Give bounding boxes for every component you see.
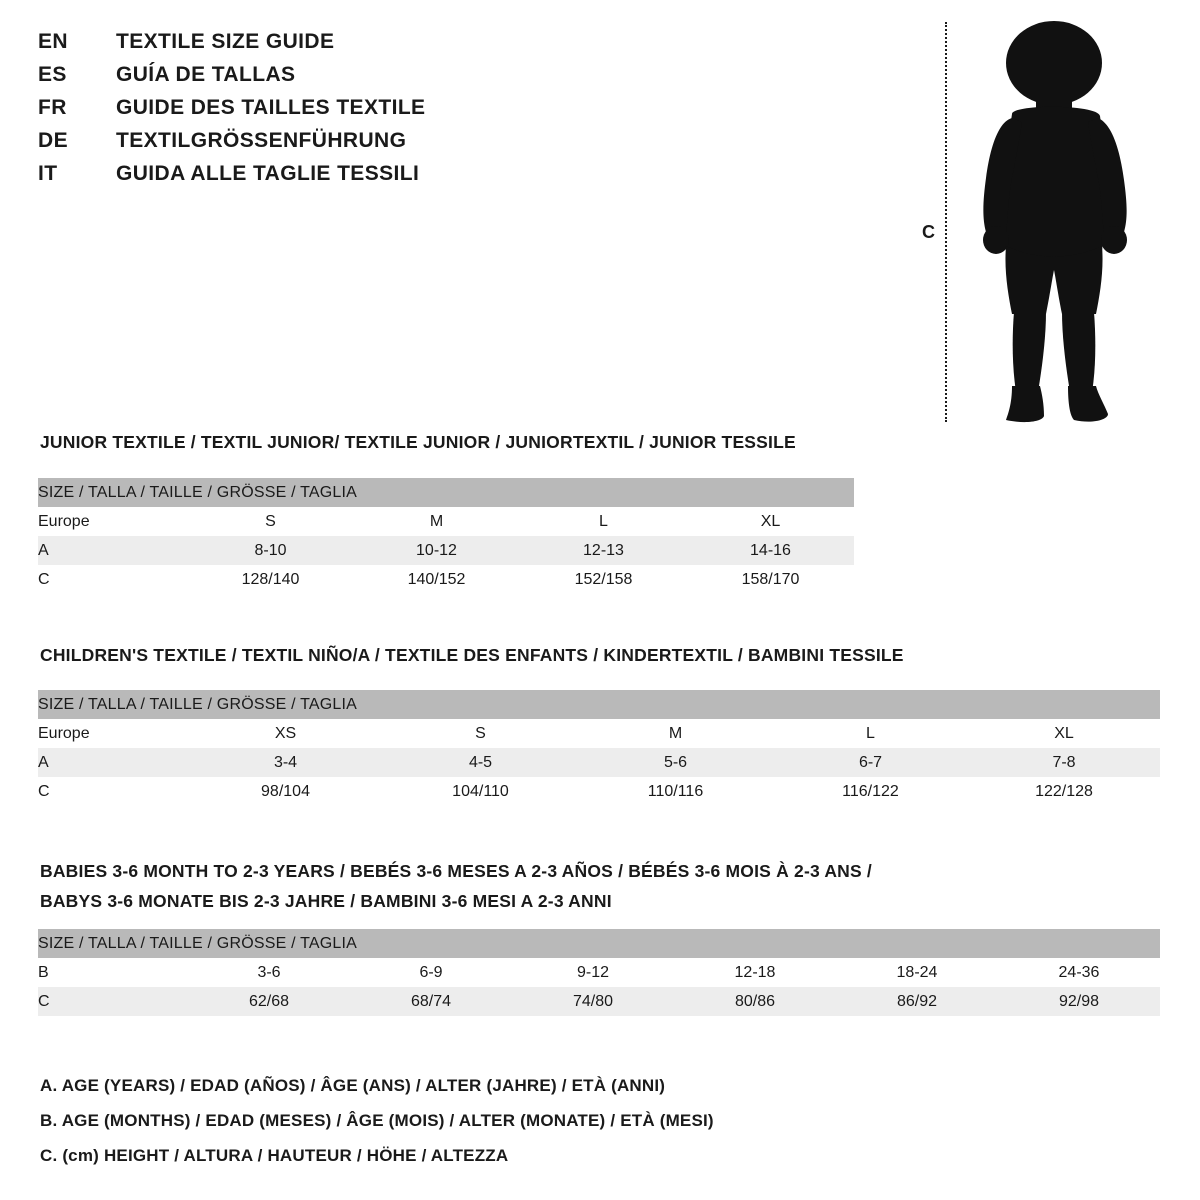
legend-block xyxy=(40,1068,1140,1173)
cell-value: 14-16 xyxy=(687,536,854,565)
table-row xyxy=(38,987,1160,1016)
cell-value: 140/152 xyxy=(353,565,520,594)
legend-line-c: C. (cm) HEIGHT / ALTURA / HAUTEUR / HÖHE / ALTEZZA xyxy=(40,1146,509,1165)
language-code: IT xyxy=(38,162,58,185)
table-row xyxy=(38,748,1160,777)
height-measure-label: C xyxy=(922,222,935,242)
cell-value: 6-7 xyxy=(773,748,968,777)
babies-header-label: SIZE / TALLA / TAILLE / GRÖSSE / TAGLIA xyxy=(38,929,1160,958)
row-label: A xyxy=(38,748,188,777)
language-code: DE xyxy=(38,129,68,152)
row-label: C xyxy=(38,987,188,1016)
cell-value: 3-6 xyxy=(188,958,350,987)
language-row-it xyxy=(38,162,598,195)
cell-value: 4-5 xyxy=(383,748,578,777)
cell-value: 10-12 xyxy=(353,536,520,565)
table-header-bar xyxy=(38,478,854,507)
cell-value: 18-24 xyxy=(836,958,998,987)
language-title: TEXTILGRÖSSENFÜHRUNG xyxy=(116,129,407,152)
section-title-babies-line2: BABYS 3-6 MONATE BIS 2-3 JAHRE / BAMBINI 3-6 MESI A 2-3 ANNI xyxy=(40,891,612,911)
table-row xyxy=(38,507,854,536)
cell-value: 104/110 xyxy=(383,777,578,806)
section-title-junior: JUNIOR TEXTILE / TEXTIL JUNIOR/ TEXTILE JUNIOR / JUNIORTEXTIL / JUNIOR TESSILE xyxy=(40,432,796,452)
cell-value: XL xyxy=(968,719,1160,748)
cell-value: XL xyxy=(687,507,854,536)
table-header-bar xyxy=(38,690,1160,719)
section-title-babies-line1: BABIES 3-6 MONTH TO 2-3 YEARS / BEBÉS 3-6 MESES A 2-3 AÑOS / BÉBÉS 3-6 MOIS À 2-3 ANS / xyxy=(40,861,872,881)
junior-header-label: SIZE / TALLA / TAILLE / GRÖSSE / TAGLIA xyxy=(38,478,854,507)
cell-value: 3-4 xyxy=(188,748,383,777)
cell-value: 98/104 xyxy=(188,777,383,806)
cell-value: 12-13 xyxy=(520,536,687,565)
cell-value: 122/128 xyxy=(968,777,1160,806)
language-row-de xyxy=(38,129,598,162)
cell-value: XS xyxy=(188,719,383,748)
table-row xyxy=(38,565,854,594)
cell-value: 6-9 xyxy=(350,958,512,987)
cell-value: 92/98 xyxy=(998,987,1160,1016)
height-figure xyxy=(900,10,1160,430)
cell-value: 116/122 xyxy=(773,777,968,806)
cell-value: 152/158 xyxy=(520,565,687,594)
cell-value: 110/116 xyxy=(578,777,773,806)
cell-value: 62/68 xyxy=(188,987,350,1016)
cell-value: L xyxy=(773,719,968,748)
language-title-block xyxy=(38,30,598,195)
row-label: Europe xyxy=(38,507,188,536)
children-size-table xyxy=(38,690,1160,806)
babies-size-table xyxy=(38,929,1160,1016)
cell-value: S xyxy=(188,507,353,536)
cell-value: 80/86 xyxy=(674,987,836,1016)
table-row xyxy=(38,536,854,565)
language-title: TEXTILE SIZE GUIDE xyxy=(116,30,335,53)
row-label: B xyxy=(38,958,188,987)
language-row-en xyxy=(38,30,598,63)
cell-value: 12-18 xyxy=(674,958,836,987)
cell-value: S xyxy=(383,719,578,748)
row-label: C xyxy=(38,777,188,806)
cell-value: 158/170 xyxy=(687,565,854,594)
table-header-bar xyxy=(38,929,1160,958)
cell-value: 7-8 xyxy=(968,748,1160,777)
table-row xyxy=(38,958,1160,987)
language-title: GUÍA DE TALLAS xyxy=(116,63,296,86)
height-measure-line xyxy=(945,22,947,422)
language-title: GUIDA ALLE TAGLIE TESSILI xyxy=(116,162,420,185)
language-row-es xyxy=(38,63,598,96)
children-header-label: SIZE / TALLA / TAILLE / GRÖSSE / TAGLIA xyxy=(38,690,1160,719)
table-row xyxy=(38,719,1160,748)
cell-value: M xyxy=(578,719,773,748)
section-title-babies xyxy=(40,856,1040,916)
language-code: EN xyxy=(38,30,68,53)
cell-value: 68/74 xyxy=(350,987,512,1016)
legend-line-b: B. AGE (MONTHS) / EDAD (MESES) / ÂGE (MOIS) / ALTER (MONATE) / ETÀ (MESI) xyxy=(40,1111,714,1130)
language-row-fr xyxy=(38,96,598,129)
legend-line-a: A. AGE (YEARS) / EDAD (AÑOS) / ÂGE (ANS) / ALTER (JAHRE) / ETÀ (ANNI) xyxy=(40,1076,666,1095)
cell-value: 5-6 xyxy=(578,748,773,777)
language-code: ES xyxy=(38,63,67,86)
table-row xyxy=(38,777,1160,806)
cell-value: M xyxy=(353,507,520,536)
language-code: FR xyxy=(38,96,67,119)
cell-value: 86/92 xyxy=(836,987,998,1016)
cell-value: 128/140 xyxy=(188,565,353,594)
cell-value: 8-10 xyxy=(188,536,353,565)
section-title-children: CHILDREN'S TEXTILE / TEXTIL NIÑO/A / TEXTILE DES ENFANTS / KINDERTEXTIL / BAMBINI TESSILE xyxy=(40,645,904,665)
language-title: GUIDE DES TAILLES TEXTILE xyxy=(116,96,426,119)
cell-value: 24-36 xyxy=(998,958,1160,987)
row-label: Europe xyxy=(38,719,188,748)
cell-value: 74/80 xyxy=(512,987,674,1016)
cell-value: 9-12 xyxy=(512,958,674,987)
cell-value: L xyxy=(520,507,687,536)
row-label: C xyxy=(38,565,188,594)
junior-size-table xyxy=(38,478,854,594)
row-label: A xyxy=(38,536,188,565)
child-silhouette-icon xyxy=(950,18,1150,430)
